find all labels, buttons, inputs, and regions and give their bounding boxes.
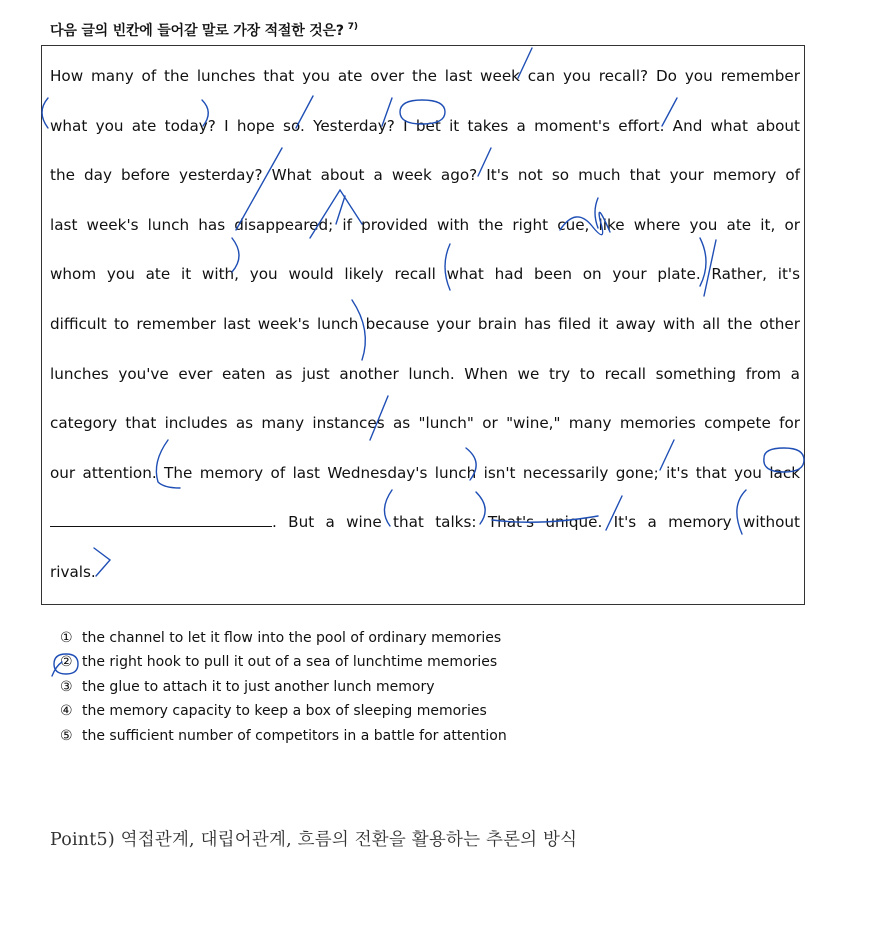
choice-text: the glue to attach it to just another lunch memory bbox=[82, 678, 435, 695]
choice-3[interactable] bbox=[60, 675, 507, 699]
passage-line: whom you ate it with, you would likely recall what had been on your plate. Rather, it's bbox=[50, 265, 800, 284]
passage-line: category that includes as many instances as "lunch" or "wine," many memories compete for bbox=[50, 414, 800, 433]
passage-text bbox=[50, 52, 800, 598]
question-text: 다음 글의 빈칸에 들어갈 말로 가장 적절한 것은? bbox=[50, 23, 344, 39]
point-note: Point5) 역접관계, 대립어관계, 흐름의 전환을 활용하는 추론의 방식 bbox=[50, 830, 578, 850]
passage-line: the day before yesterday? What about a week ago? It's not so much that your memory of bbox=[50, 166, 800, 185]
answer-choices bbox=[60, 626, 507, 748]
passage-line-with-blank bbox=[50, 498, 800, 548]
choice-1[interactable] bbox=[60, 626, 507, 650]
choice-number: ⑤ bbox=[60, 727, 73, 744]
choice-number: ② bbox=[60, 654, 73, 671]
passage-line-tail: . But a wine that talks: That's unique. It's a memory without bbox=[272, 513, 800, 532]
passage-line: How many of the lunches that you ate over the last week can you recall? Do you remember bbox=[50, 67, 800, 85]
passage-box bbox=[41, 45, 805, 605]
choice-text: the sufficient number of competitors in a battle for attention bbox=[82, 727, 507, 744]
choice-number: ③ bbox=[60, 678, 73, 695]
choice-number: ④ bbox=[60, 703, 73, 720]
choice-5[interactable] bbox=[60, 724, 507, 748]
passage-line: difficult to remember last week's lunch because your brain has filed it away with all the other bbox=[50, 314, 800, 333]
question-heading bbox=[50, 20, 358, 40]
passage-line: what you ate today? I hope so. Yesterday? I bet it takes a moment's effort. And what about bbox=[50, 116, 800, 135]
passage-line: our attention. The memory of last Wednesday's lunch isn't necessarily gone; it's that you lack bbox=[50, 463, 800, 482]
passage-line: lunches you've ever eaten as just another lunch. When we try to recall something from a bbox=[50, 364, 800, 383]
choice-number: ① bbox=[60, 630, 73, 646]
choice-4[interactable] bbox=[60, 699, 507, 723]
choice-text: the memory capacity to keep a box of sleeping memories bbox=[82, 703, 487, 720]
choice-text: the right hook to pull it out of a sea of lunchtime memories bbox=[82, 654, 498, 671]
passage-line: rivals. bbox=[50, 562, 96, 581]
choice-text: the channel to let it flow into the pool of ordinary memories bbox=[82, 630, 502, 646]
question-number: 7) bbox=[347, 22, 358, 33]
answer-blank bbox=[50, 512, 272, 527]
passage-line: last week's lunch has disappeared; if provided with the right cue, like where you ate it, or bbox=[50, 215, 800, 234]
choice-2[interactable] bbox=[60, 650, 507, 674]
